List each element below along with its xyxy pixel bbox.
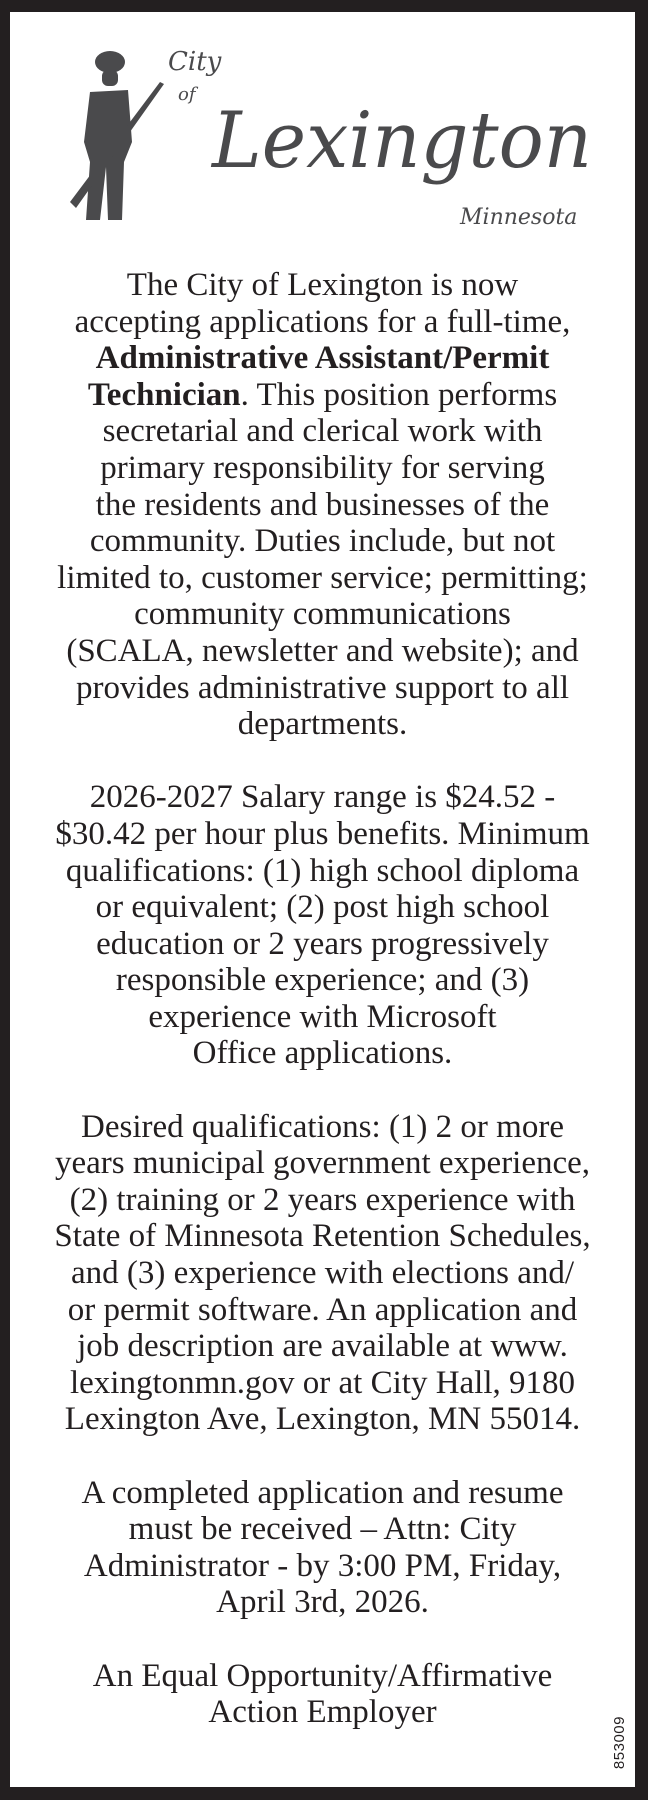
text-line: the residents and businesses of the — [95, 486, 550, 523]
text-line: or permit software. An application and — [67, 1291, 578, 1328]
text-line: and (3) experience with elections and/ — [70, 1255, 575, 1292]
text-line: community communications — [134, 596, 511, 633]
job-title: Technician — [87, 376, 241, 413]
text-line: limited to, customer service; permitting; — [57, 559, 588, 596]
logo-of: of — [178, 84, 196, 105]
text-line: qualifications: (1) high school diploma — [65, 852, 580, 889]
text-line: (2) training or 2 years experience with — [69, 1181, 576, 1218]
text-line: provides administrative support to all — [75, 669, 570, 706]
city-of-lexington-logo — [50, 32, 610, 232]
text-line: accepting applications for a full-time, — [74, 303, 571, 340]
minuteman-figure-icon — [70, 51, 164, 220]
text-line — [10, 340, 635, 377]
text-line — [10, 377, 635, 414]
job-posting-text — [10, 267, 635, 1731]
text-line: An Equal Opportunity/Affirmative — [92, 1657, 553, 1694]
text-line: $30.42 per hour plus benefits. Minimum — [55, 815, 590, 852]
text-line: Lexington Ave, Lexington, MN 55014. — [64, 1401, 581, 1438]
text-line: secretarial and clerical work with — [102, 413, 543, 450]
paragraph-gap — [10, 1621, 635, 1658]
text-line: April 3rd, 2026. — [216, 1584, 429, 1621]
text-line: A completed application and resume — [81, 1474, 564, 1511]
text-line: lexingtonmn.gov or at City Hall, 9180 — [69, 1364, 576, 1401]
text-line: job description are available at www. — [77, 1328, 568, 1365]
logo-city: City — [168, 47, 222, 77]
paragraph-gap — [10, 743, 635, 780]
text-line: or equivalent; (2) post high school — [95, 889, 550, 926]
text-fragment: . This position performs — [240, 376, 558, 413]
text-line: Desired qualifications: (1) 2 or more — [81, 1108, 564, 1145]
text-line: Office applications. — [192, 1035, 453, 1072]
text-line: The City of Lexington is now — [126, 267, 519, 303]
ad-frame — [10, 12, 635, 1787]
text-line: community. Duties include, but not — [89, 523, 556, 560]
job-title: Administrative Assistant/Permit — [95, 340, 550, 377]
text-line: Administrator - by 3:00 PM, Friday, — [83, 1547, 562, 1584]
paragraph-gap — [10, 1072, 635, 1109]
text-line: Action Employer — [208, 1694, 437, 1731]
text-line: State of Minnesota Retention Schedules, — [54, 1218, 591, 1255]
text-line: 2026-2027 Salary range is $24.52 - — [89, 779, 556, 816]
logo-name: Lexington — [210, 96, 592, 186]
text-line: responsible experience; and (3) — [115, 962, 530, 999]
text-line: primary responsibility for serving — [100, 449, 545, 486]
text-line: experience with Microsoft — [148, 998, 497, 1035]
ad-code: 853009 — [611, 1715, 628, 1769]
text-line: departments. — [237, 706, 408, 743]
text-line: must be received – Attn: City — [128, 1511, 517, 1548]
text-line: years municipal government experience, — [54, 1145, 591, 1182]
text-line: (SCALA, newsletter and website); and — [66, 632, 579, 669]
logo-state: Minnesota — [460, 205, 578, 230]
text-line: education or 2 years progressively — [96, 925, 549, 962]
paragraph-gap — [10, 1438, 635, 1475]
